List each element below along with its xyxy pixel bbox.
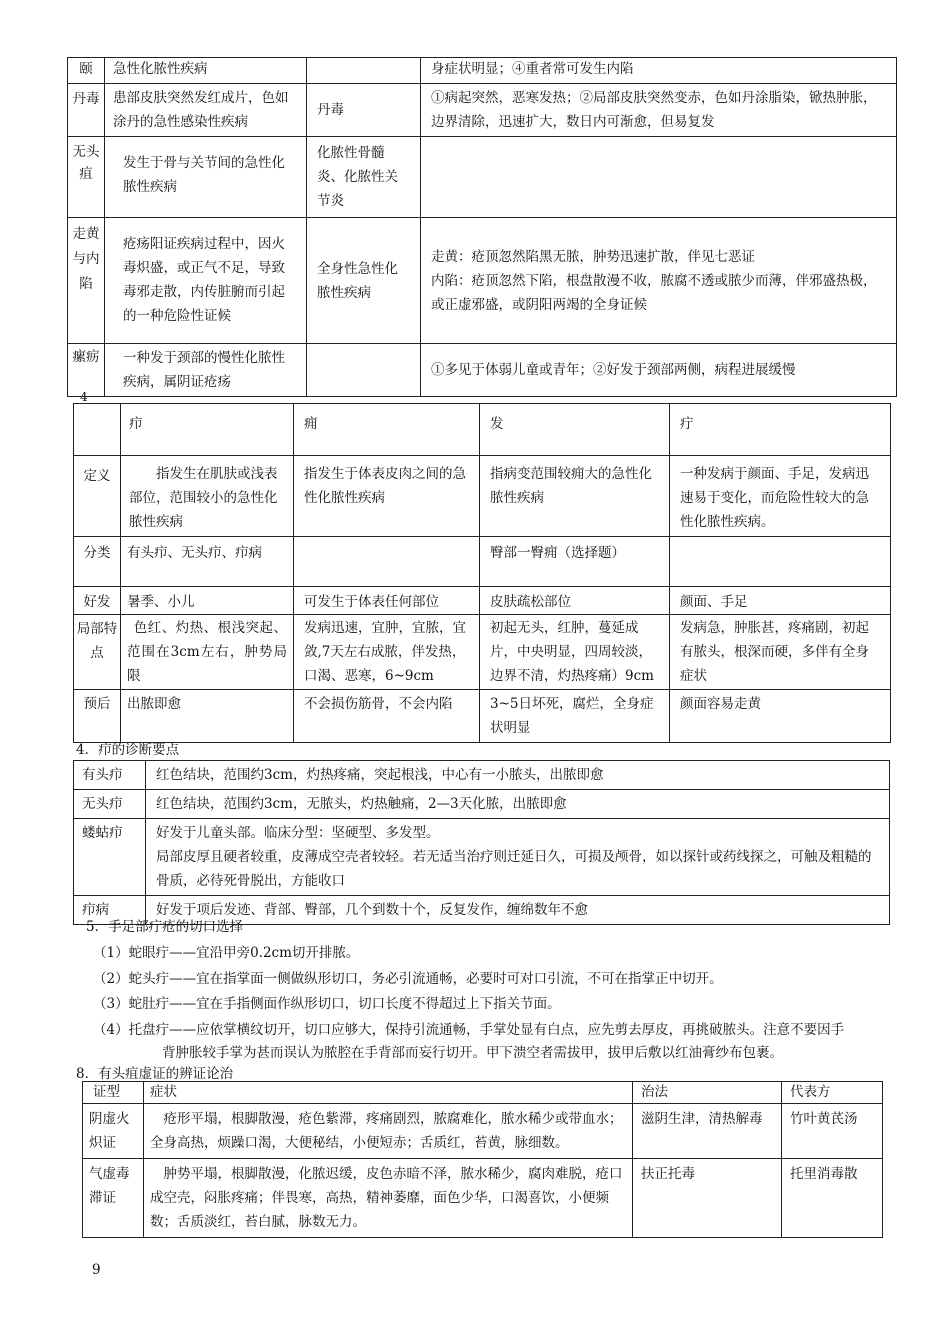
table-cell: 一种发病于颜面、手足，发病迅速易于变化，而危险性较大的急性化脓性疾病。 (670, 456, 891, 537)
header-cell: 发 (480, 404, 670, 456)
disease-name: 走黄与内陷 (68, 218, 105, 344)
table-row (83, 1104, 883, 1159)
row-label: 局部特点 (74, 615, 121, 690)
type-name: 蝼蛄疖 (74, 819, 146, 896)
disease-name: 颐 (68, 58, 105, 84)
symptoms: 肿势平塌，根脚散漫，化脓迟缓，皮色赤暗不泽，脓水稀少，腐肉难脱，疮口成空壳，闷胀疼痛；伴畏寒，高热，精神萎靡，面色少华，口渴喜饮，小便频数；舌质淡红，苔白腻，脉数无力。 (144, 1159, 633, 1238)
table-cell: 发病急，肿胀甚，疼痛剧，初起有脓头，根深而硬，多伴有全身症状 (670, 615, 891, 690)
type-name: 疖病 (74, 896, 146, 925)
table-cell: 发病迅速，宜肿，宜脓，宜敛,7天左右成脓，伴发热，口渴、恶寒，6~9cm (294, 615, 480, 690)
table-cell: 臀部一臀痈（选择题） (480, 537, 670, 587)
western-equivalent (307, 344, 421, 397)
table-cell: 3~5日坏死，腐烂，全身症状明显 (480, 690, 670, 743)
type-name: 无头疖 (74, 790, 146, 819)
type-name: 有头疖 (74, 761, 146, 790)
table-cell (294, 537, 480, 587)
disease-definition: 一种发于颈部的慢性化脓性疾病，属阴证疮疡 (105, 344, 307, 397)
row-label: 定义 (74, 456, 121, 537)
disease-definition: 疮疡阳证疾病过程中，因火毒炽盛，或正气不足，导致毒邪走散，内传脏腑而引起的一种危险性证候 (105, 218, 307, 344)
table-row (74, 537, 891, 587)
row-label: 分类 (74, 537, 121, 587)
western-equivalent: 全身性急性化脓性疾病 (307, 218, 421, 344)
disease-name: 瘰疬 (68, 344, 105, 397)
western-equivalent (307, 58, 421, 84)
type-description: 好发于项后发迹、背部、臀部，几个到数十个，反复发作，缠绵数年不愈 (146, 896, 890, 925)
comparison-table (73, 403, 891, 743)
table-row (68, 344, 897, 397)
header-cell: 代表方 (782, 1082, 883, 1104)
section-number: 4 (80, 390, 88, 404)
table-cell: 皮肤疏松部位 (480, 587, 670, 615)
table-cell (670, 537, 891, 587)
type-description: 红色结块，范围约3cm，无脓头，灼热触痛，2—3天化脓，出脓即愈 (146, 790, 890, 819)
clinical-features (421, 137, 897, 218)
table-row (68, 84, 897, 137)
disease-definition: 发生于骨与关节间的急性化脓性疾病 (105, 137, 307, 218)
table-row (74, 615, 891, 690)
table-cell: 指病变范围较痈大的急性化脓性疾病 (480, 456, 670, 537)
table-row (68, 218, 897, 344)
list-item: （2）蛇头疔——宜在指掌面一侧做纵形切口，务必引流通畅，必要时可对口引流，不可在指掌正中切开。 (93, 971, 723, 987)
disease-definition: 急性化脓性疾病 (105, 58, 307, 84)
description-line: 局部皮厚且硬者较重，皮薄成空壳者较轻。若无适当治疗则迁延日久，可损及颅骨，如以探针或药线探之，可触及粗糙的骨质，必待死骨脱出，方能收口 (156, 849, 872, 889)
clinical-features: ①病起突然，恶寒发热；②局部皮肤突然变赤，色如丹涂脂染，锨热肿胀，边界清除，迅速扩大，数日内可渐愈，但易复发 (421, 84, 897, 137)
table-row (83, 1159, 883, 1238)
table-row (74, 690, 891, 743)
table-cell: 色红、灼热、根浅突起、范围在3cm左右，肿势局限 (121, 615, 294, 690)
syndrome-treatment-table (82, 1081, 883, 1238)
disease-name: 无头疽 (68, 137, 105, 218)
table-row (74, 819, 890, 896)
list-item: （4）托盘疔——应依掌横纹切开，切口应够大，保持引流通畅，手掌处显有白点，应先剪去厚皮，再挑破脓头。注意不要因手 (93, 1022, 845, 1038)
table-row (68, 58, 897, 84)
table-cell: 指发生于体表皮肉之间的急性化脓性疾病 (294, 456, 480, 537)
section-title: 5．手足部疔疮的切口选择 (86, 919, 244, 935)
disease-definition: 患部皮肤突然发红成片，色如涂丹的急性感染性疾病 (105, 84, 307, 137)
header-cell: 疔 (670, 404, 891, 456)
table-cell: 颜面容易走黄 (670, 690, 891, 743)
clinical-features: 走黄：疮顶忽然陷黑无脓，肿势迅速扩散，伴见七恶证 内陷：疮顶忽然下陷，根盘散漫不收，脓腐不透或脓少而薄，伴邪盛热极，或正虚邪盛，或阴阳两竭的全身证候 (421, 218, 897, 344)
list-item: （1）蛇眼疔——宜沿甲旁0.2cm切开排脓。 (93, 945, 360, 961)
header-cell: 症状 (144, 1082, 633, 1104)
disease-name: 丹毒 (68, 84, 105, 137)
header-cell: 证型 (83, 1082, 144, 1104)
table-header-row (83, 1082, 883, 1104)
header-cell (74, 404, 121, 456)
table-cell: 指发生在肌肤或浅表部位，范围较小的急性化脓性疾病 (121, 456, 294, 537)
table-cell: 可发生于体表任何部位 (294, 587, 480, 615)
row-label: 好发 (74, 587, 121, 615)
table-row (74, 587, 891, 615)
table-cell: 初起无头，红肿，蔓延成片，中央明显，四周较淡，边界不清，灼热疼痛）9cm (480, 615, 670, 690)
treatment-method: 滋阴生津，清热解毒 (633, 1104, 782, 1159)
representative-formula: 竹叶黄芪汤 (782, 1104, 883, 1159)
western-equivalent: 丹毒 (307, 84, 421, 137)
syndrome-type: 阴虚火炽证 (83, 1104, 144, 1159)
treatment-method: 扶正托毒 (633, 1159, 782, 1238)
table-row (74, 761, 890, 790)
symptoms: 疮形平塌，根脚散漫，疮色紫滞，疼痛剧烈，脓腐难化，脓水稀少或带血水；全身高热，烦躁口渴，大便秘结，小便短赤；舌质红，苔黄，脉细数。 (144, 1104, 633, 1159)
table-row (68, 137, 897, 218)
header-cell: 治法 (633, 1082, 782, 1104)
table-cell: 不会损伤筋骨，不会内陷 (294, 690, 480, 743)
type-description: 红色结块，范围约3cm，灼热疼痛，突起根浅，中心有一小脓头，出脓即愈 (146, 761, 890, 790)
description-line: 好发于儿童头部。临床分型：坚硬型、多发型。 (156, 825, 440, 841)
table-cell: 出脓即愈 (121, 690, 294, 743)
table-cell: 颜面、手足 (670, 587, 891, 615)
western-equivalent: 化脓性骨髓炎、化脓性关节炎 (307, 137, 421, 218)
table-cell: 暑季、小儿 (121, 587, 294, 615)
representative-formula: 托里消毒散 (782, 1159, 883, 1238)
disease-table-continued (67, 57, 897, 397)
table-header-row (74, 404, 891, 456)
header-cell: 疖 (121, 404, 294, 456)
table-row (74, 456, 891, 537)
table-cell: 有头疖、无头疖、疖病 (121, 537, 294, 587)
clinical-features: ①多见于体弱儿童或青年；②好发于颈部两侧，病程进展缓慢 (421, 344, 897, 397)
header-cell: 痈 (294, 404, 480, 456)
section-title: 8．有头疽虚证的辨证论治 (76, 1066, 234, 1082)
list-item-continuation: 背肿胀较手掌为甚而误认为脓腔在手背部而妄行切开。甲下溃空者需拔甲，拔甲后敷以红油膏纱布包裹。 (162, 1045, 783, 1061)
clinical-features: 身症状明显；④重者常可发生内陷 (421, 58, 897, 84)
syndrome-type: 气虚毒滞证 (83, 1159, 144, 1238)
table-row (74, 790, 890, 819)
row-label: 预后 (74, 690, 121, 743)
type-description (146, 819, 890, 896)
page-number: 9 (92, 1262, 101, 1278)
boil-diagnosis-table (73, 760, 890, 925)
list-item: （3）蛇肚疔——宜在手指侧面作纵形切口，切口长度不得超过上下指关节面。 (93, 996, 561, 1012)
section-title: 4．疖的诊断要点 (76, 742, 180, 758)
